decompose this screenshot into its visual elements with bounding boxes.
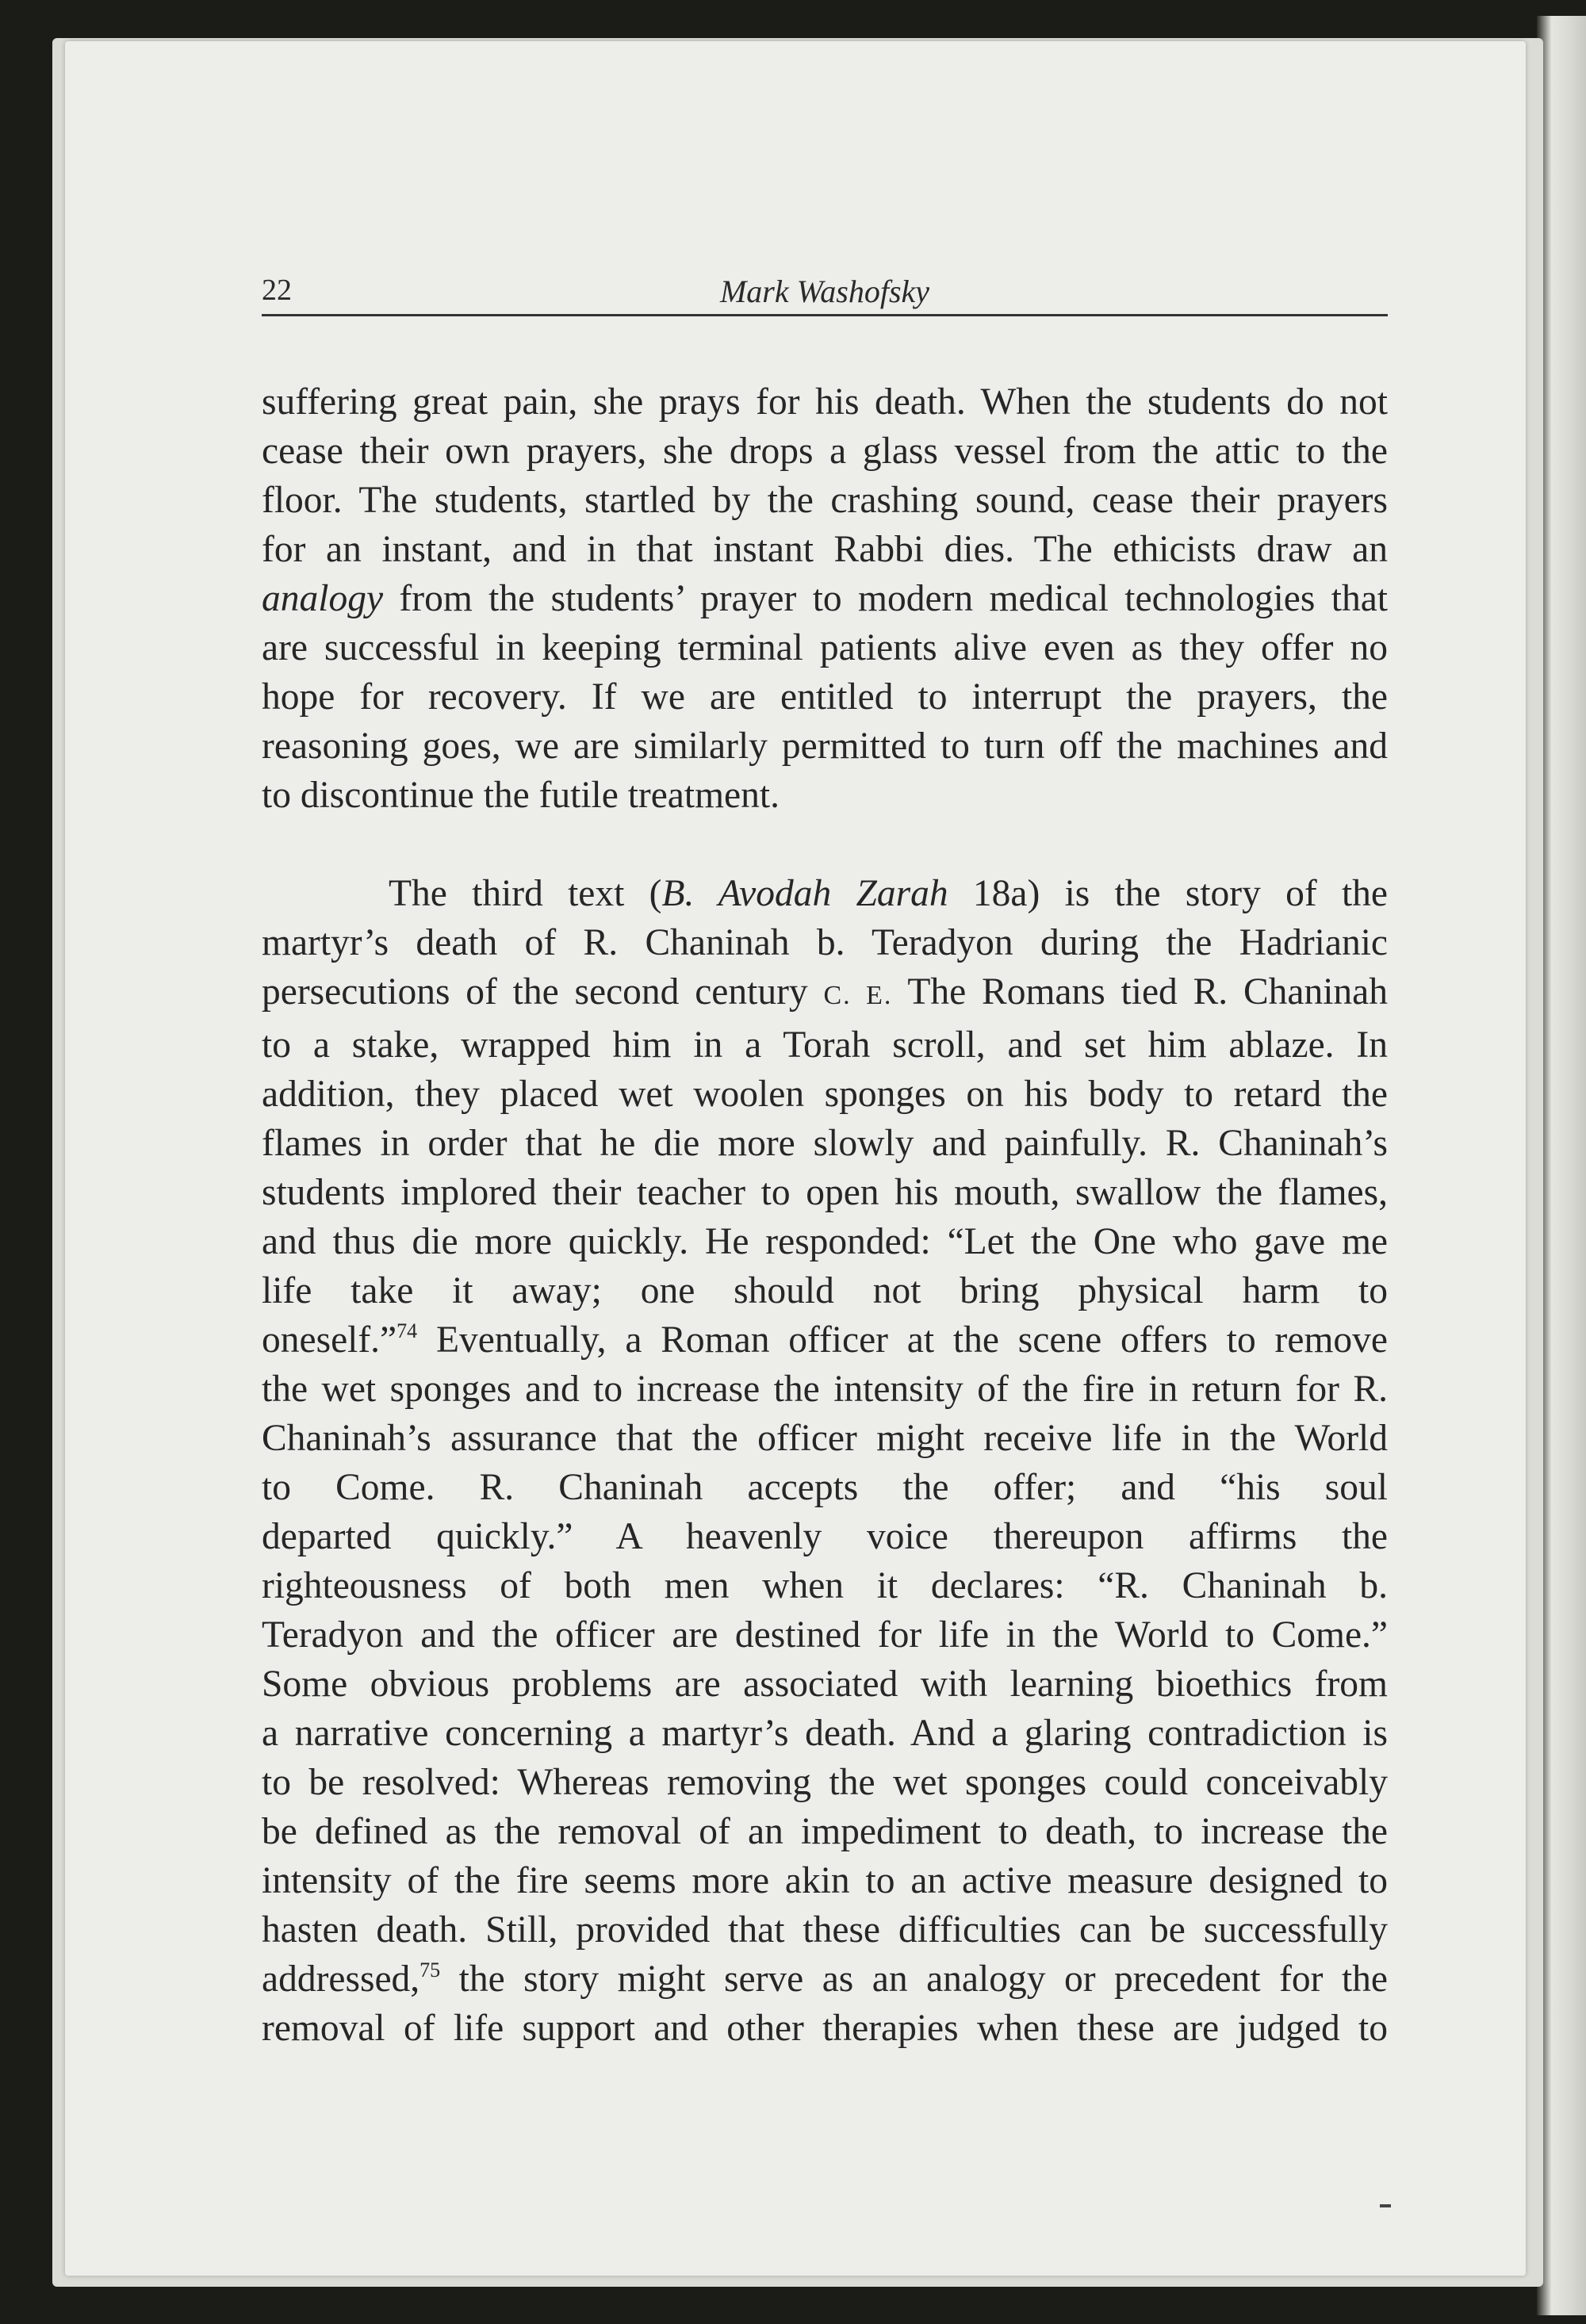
- text-line: be defined as the removal of an impediment to death, to increase the: [262, 1811, 1388, 1852]
- page-number: 22: [262, 274, 292, 307]
- text-line: intensity of the fire seems more akin to an active measure designed to: [262, 1860, 1388, 1901]
- paragraph-1: [262, 377, 1388, 820]
- text-line: life take it away; one should not bring physical harm to: [262, 1270, 1388, 1311]
- text-line: cease their own prayers, she drops a glass vessel from the attic to the: [262, 431, 1388, 472]
- footnote-ref-74[interactable]: 74: [396, 1319, 418, 1342]
- text-line: hasten death. Still, provided that these difficulties can be successfully: [262, 1909, 1388, 1951]
- text-line: the wet sponges and to increase the intensity of the fire in return for R.: [262, 1369, 1388, 1410]
- text-line: hope for recovery. If we are entitled to interrupt the prayers, the: [262, 676, 1388, 718]
- italic-citation: B. Avodah Zarah: [661, 873, 948, 914]
- text-line: Teradyon and the officer are destined for life in the World to Come.”: [262, 1614, 1388, 1656]
- text-run: from the students’ prayer to modern medical technologies that: [383, 578, 1388, 619]
- text-line: righteousness of both men when it declares: “R. Chaninah b.: [262, 1565, 1388, 1606]
- text-line: [262, 869, 1388, 918]
- running-header: [262, 270, 1388, 316]
- text-line: Chaninah’s assurance that the officer might receive life in the World: [262, 1418, 1388, 1459]
- text-line: [262, 1955, 1388, 2004]
- text-line: to be resolved: Whereas removing the wet sponges could conceivably: [262, 1762, 1388, 1803]
- italic-term: analogy: [262, 578, 384, 619]
- page-mark: [1380, 2204, 1391, 2207]
- text-line: are successful in keeping terminal patients alive even as they offer no: [262, 627, 1388, 668]
- text-run: addressed,: [262, 1958, 420, 2000]
- text-run: Eventually, a Roman officer at the scene offers to remove: [417, 1319, 1388, 1361]
- text-line: flames in order that he die more slowly and painfully. R. Chaninah’s: [262, 1123, 1388, 1164]
- text-line: departed quickly.” A heavenly voice thereupon affirms the: [262, 1516, 1388, 1557]
- running-title: Mark Washofsky: [719, 274, 930, 309]
- text-line: [262, 574, 1388, 623]
- text-line: for an instant, and in that instant Rabbi dies. The ethicists draw an: [262, 529, 1388, 570]
- text-line: and thus die more quickly. He responded: “Let the One who gave me: [262, 1221, 1388, 1262]
- text-line: to discontinue the futile treatment.: [262, 775, 780, 816]
- era-abbreviation: C. E.: [823, 981, 893, 1010]
- text-run: the story might serve as an analogy or precedent for the: [440, 1958, 1388, 2000]
- text-run: oneself.”: [262, 1319, 397, 1361]
- body-text: [262, 377, 1388, 2053]
- text-line: students implored their teacher to open his mouth, swallow the flames,: [262, 1172, 1388, 1213]
- text-line: floor. The students, startled by the crashing sound, cease their prayers: [262, 480, 1388, 521]
- text-run: 18a) is the story of the: [948, 873, 1389, 914]
- text-line: suffering great pain, she prays for his death. When the students do not: [262, 381, 1388, 423]
- text-line: martyr’s death of R. Chaninah b. Teradyon during the Hadrianic: [262, 922, 1388, 963]
- text-line: to Come. R. Chaninah accepts the offer; and “his soul: [262, 1467, 1388, 1508]
- text-line: a narrative concerning a martyr’s death. And a glaring contradiction is: [262, 1713, 1388, 1754]
- paragraph-2: [262, 869, 1388, 2053]
- footnote-ref-75[interactable]: 75: [419, 1958, 441, 1981]
- text-run: The third text (: [389, 873, 662, 914]
- text-run: The Romans tied R. Chaninah: [892, 971, 1389, 1013]
- text-line: reasoning goes, we are similarly permitted to turn off the machines and: [262, 726, 1388, 767]
- text-run: persecutions of the second century: [262, 971, 824, 1013]
- text-line: to a stake, wrapped him in a Torah scroll, and set him ablaze. In: [262, 1024, 1388, 1066]
- paragraph-gap: [262, 820, 1388, 869]
- text-line: addition, they placed wet woolen sponges on his body to retard the: [262, 1074, 1388, 1115]
- text-line: [262, 1315, 1388, 1365]
- book-right-edge: [1537, 16, 1586, 2315]
- text-line: [262, 967, 1388, 1020]
- text-line: removal of life support and other therapies when these are judged to: [262, 2008, 1388, 2049]
- text-line: Some obvious problems are associated with learning bioethics from: [262, 1664, 1388, 1705]
